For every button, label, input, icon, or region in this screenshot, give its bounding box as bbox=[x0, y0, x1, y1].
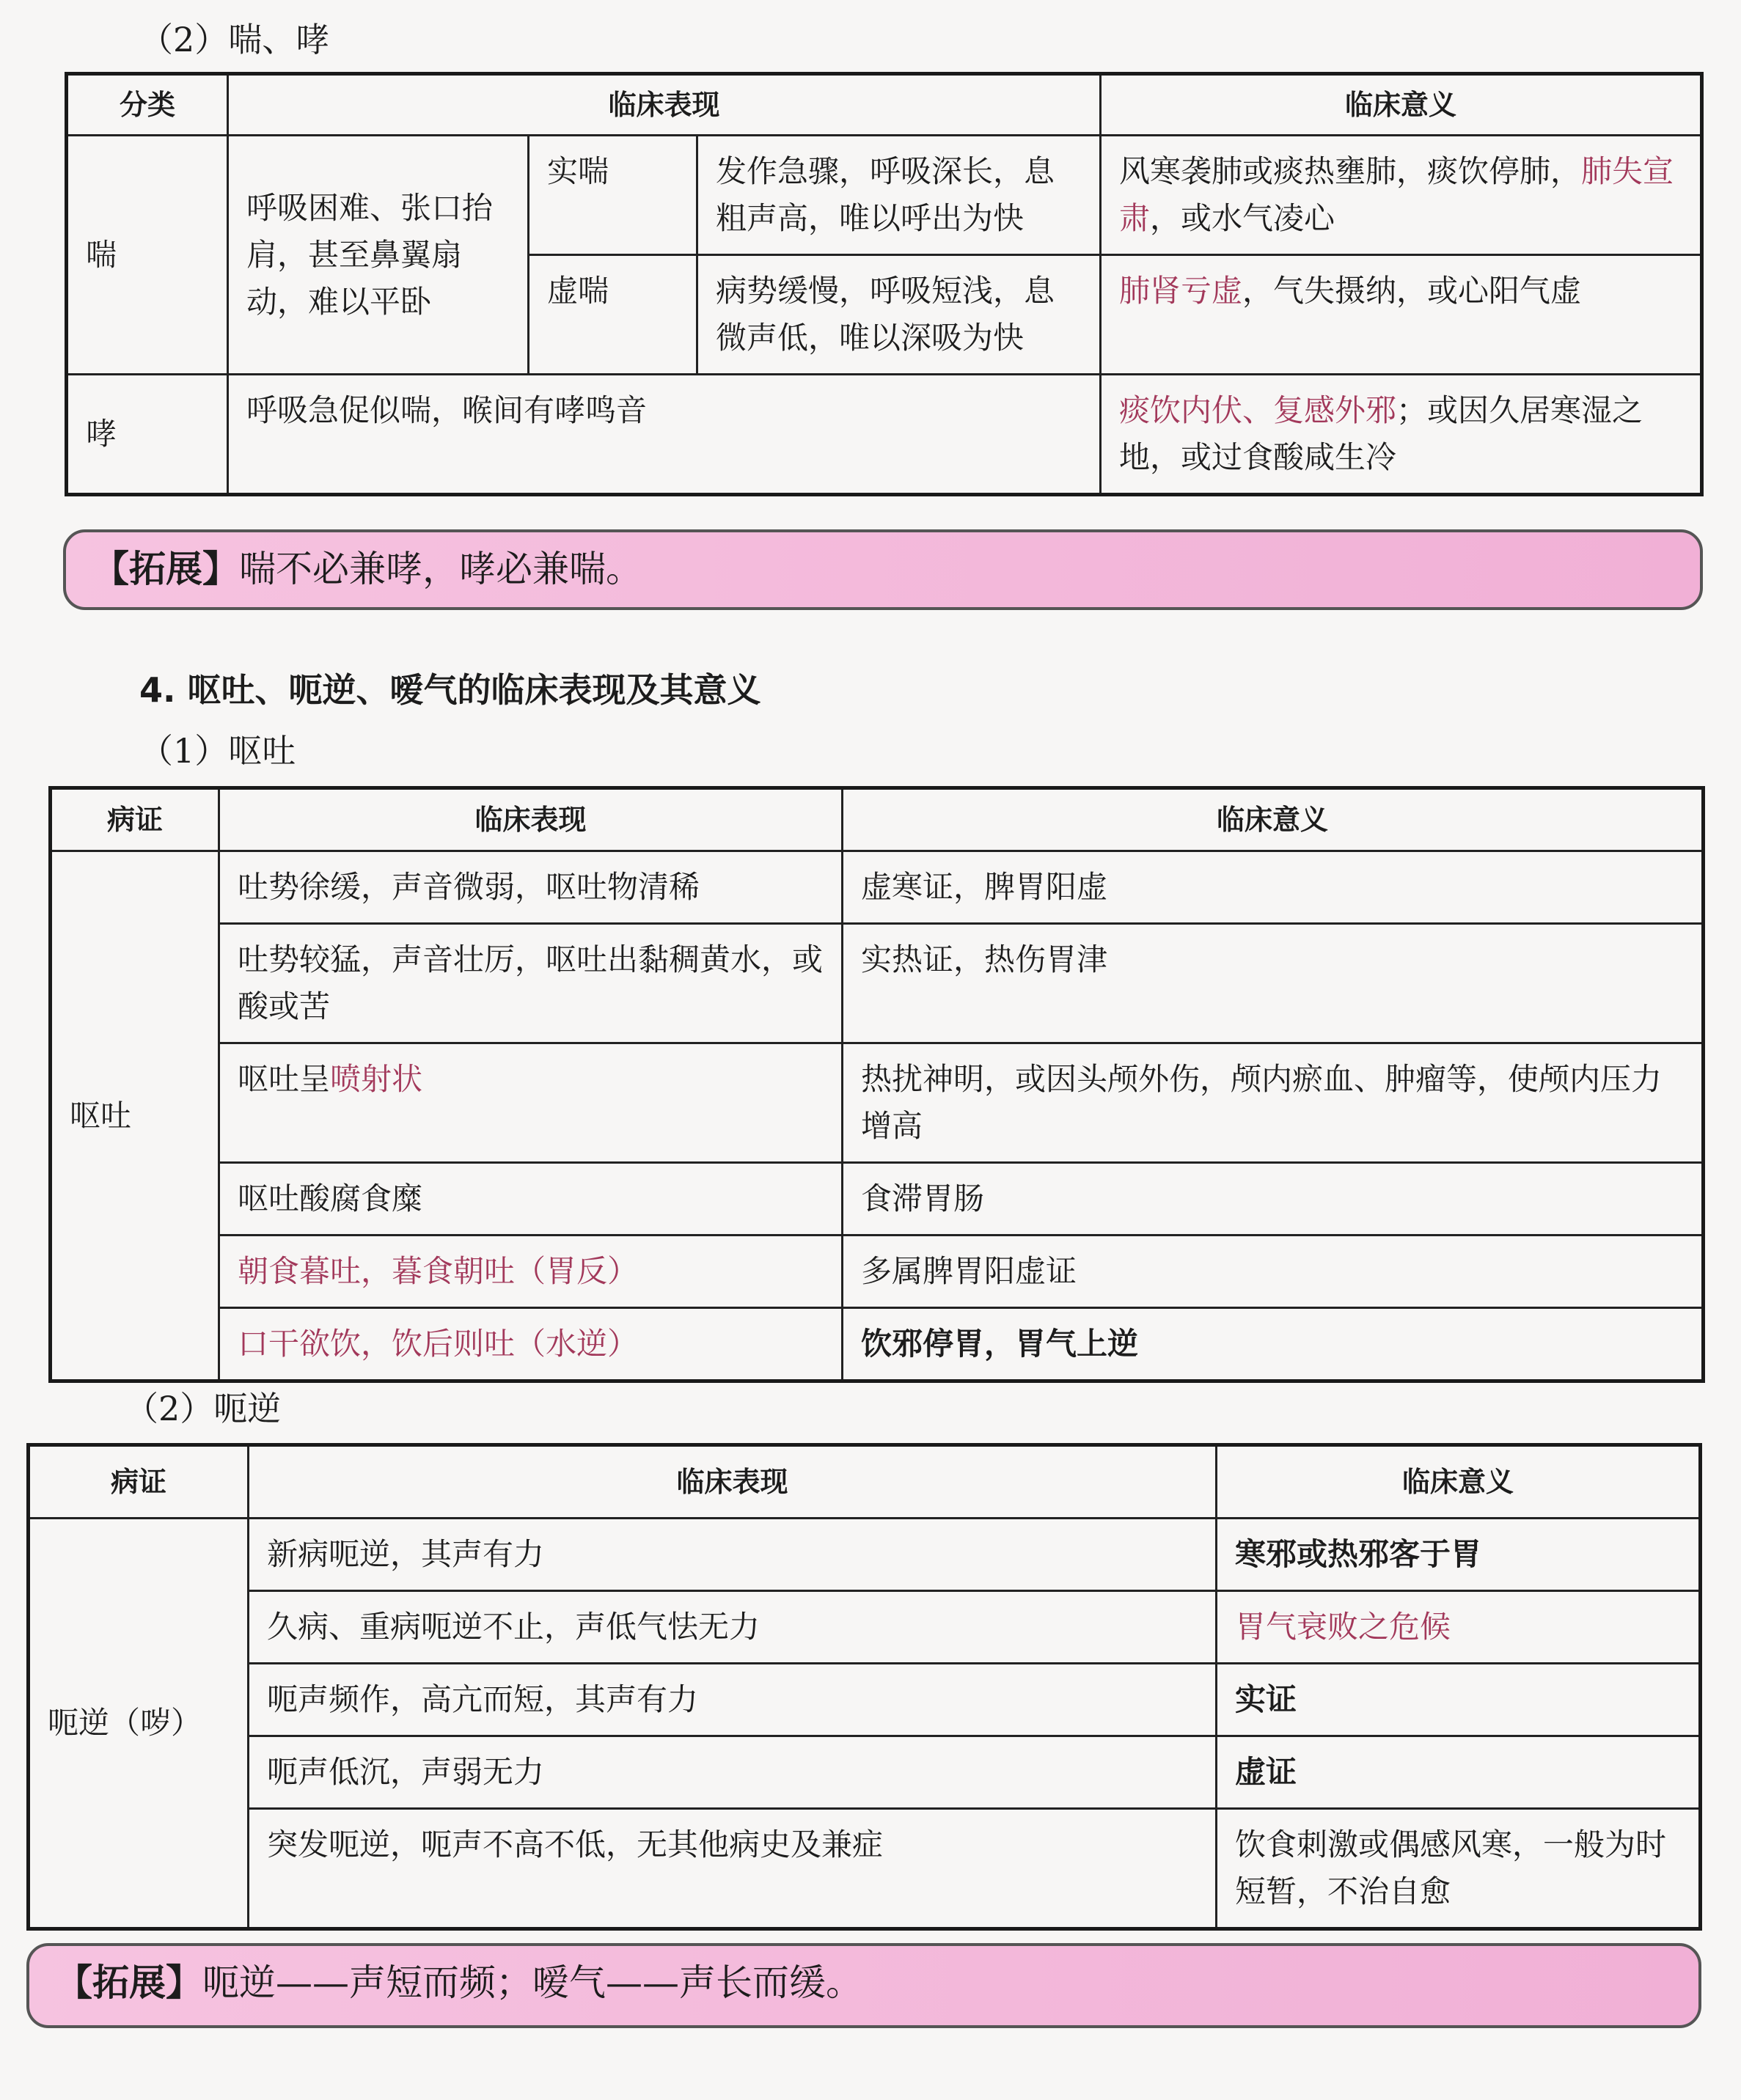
header-manifest: 临床表现 bbox=[219, 788, 843, 851]
hiccup-manifest-1: 新病呃逆，其声有力 bbox=[249, 1519, 1217, 1591]
xiao-manifest: 呼吸急促似喘，喉间有哮鸣音 bbox=[228, 375, 1101, 495]
section-title-vomit: 4. 呕吐、呃逆、嗳气的临床表现及其意义 bbox=[139, 670, 761, 710]
row-label-chuan: 喘 bbox=[67, 136, 228, 375]
row-label-xiao: 哮 bbox=[67, 375, 228, 495]
subsection-title-vomit: （1）呕吐 bbox=[139, 731, 296, 771]
header-manifest: 临床表现 bbox=[249, 1445, 1217, 1519]
xu-chuan-label: 虚喘 bbox=[529, 255, 697, 375]
vomit-manifest-4: 呕吐酸腐食糜 bbox=[219, 1163, 843, 1236]
vomit-manifest-3: 呕吐呈喷射状 bbox=[219, 1043, 843, 1163]
header-meaning: 临床意义 bbox=[1217, 1445, 1701, 1519]
header-disease: 病证 bbox=[51, 788, 219, 851]
vomit-meaning-2: 实热证，热伤胃津 bbox=[843, 924, 1704, 1043]
vomit-manifest-2: 吐势较猛，声音壮厉，呕吐出黏稠黄水，或酸或苦 bbox=[219, 924, 843, 1043]
extension-text: 喘不必兼哮，哮必兼喘。 bbox=[239, 548, 642, 590]
vomit-table bbox=[48, 786, 1705, 1383]
vomit-meaning-6: 饮邪停胃，胃气上逆 bbox=[843, 1308, 1704, 1381]
header-meaning: 临床意义 bbox=[843, 788, 1704, 851]
vomit-meaning-5: 多属脾胃阳虚证 bbox=[843, 1236, 1704, 1308]
section-title-chuan-xiao: （2）喘、哮 bbox=[139, 20, 330, 59]
vomit-meaning-3: 热扰神明，或因头颅外伤，颅内瘀血、肿瘤等，使颅内压力增高 bbox=[843, 1043, 1704, 1163]
extension-note-1 bbox=[63, 529, 1703, 610]
chuan-common-manifest: 呼吸困难、张口抬肩，甚至鼻翼扇动，难以平卧 bbox=[228, 136, 529, 375]
hiccup-manifest-4: 呃声低沉，声弱无力 bbox=[249, 1736, 1217, 1809]
vomit-meaning-4: 食滞胃肠 bbox=[843, 1163, 1704, 1236]
hiccup-manifest-5: 突发呃逆，呃声不高不低，无其他病史及兼症 bbox=[249, 1809, 1217, 1929]
hiccup-meaning-2: 胃气衰败之危候 bbox=[1217, 1591, 1701, 1664]
extension-text: 呃逆——声短而频；嗳气——声长而缓。 bbox=[202, 1961, 862, 2004]
row-label-vomit: 呕吐 bbox=[51, 851, 219, 1381]
vomit-manifest-6: 口干欲饮，饮后则吐（水逆） bbox=[219, 1308, 843, 1381]
xiao-meaning: 痰饮内伏、复感外邪；或因久居寒湿之地，或过食酸咸生冷 bbox=[1101, 375, 1702, 495]
vomit-manifest-5: 朝食暮吐，暮食朝吐（胃反） bbox=[219, 1236, 843, 1308]
chuan-xiao-table bbox=[65, 72, 1704, 496]
shi-chuan-meaning: 风寒袭肺或痰热壅肺，痰饮停肺，肺失宣肃，或水气凌心 bbox=[1101, 136, 1702, 255]
xu-chuan-meaning: 肺肾亏虚，气失摄纳，或心阳气虚 bbox=[1101, 255, 1702, 375]
header-manifest: 临床表现 bbox=[228, 74, 1101, 136]
hiccup-manifest-3: 呃声频作，高亢而短，其声有力 bbox=[249, 1664, 1217, 1736]
extension-tag: 【拓展】 bbox=[56, 1961, 202, 2004]
xu-chuan-manifest: 病势缓慢，呼吸短浅，息微声低，唯以深吸为快 bbox=[697, 255, 1101, 375]
hiccup-meaning-1: 寒邪或热邪客于胃 bbox=[1217, 1519, 1701, 1591]
extension-note-2 bbox=[26, 1943, 1701, 2028]
subsection-title-hiccup: （2）呃逆 bbox=[125, 1389, 282, 1428]
header-disease: 病证 bbox=[29, 1445, 249, 1519]
hiccup-meaning-5: 饮食刺激或偶感风寒，一般为时短暂，不治自愈 bbox=[1217, 1809, 1701, 1929]
hiccup-manifest-2: 久病、重病呃逆不止，声低气怯无力 bbox=[249, 1591, 1217, 1664]
vomit-meaning-1: 虚寒证，脾胃阳虚 bbox=[843, 851, 1704, 924]
shi-chuan-label: 实喘 bbox=[529, 136, 697, 255]
header-meaning: 临床意义 bbox=[1101, 74, 1702, 136]
hiccup-meaning-3: 实证 bbox=[1217, 1664, 1701, 1736]
hiccup-table bbox=[26, 1443, 1702, 1931]
shi-chuan-manifest: 发作急骤，呼吸深长，息粗声高，唯以呼出为快 bbox=[697, 136, 1101, 255]
row-label-hiccup: 呃逆（哕） bbox=[29, 1519, 249, 1929]
header-category: 分类 bbox=[67, 74, 228, 136]
vomit-manifest-1: 吐势徐缓，声音微弱，呕吐物清稀 bbox=[219, 851, 843, 924]
hiccup-meaning-4: 虚证 bbox=[1217, 1736, 1701, 1809]
extension-tag: 【拓展】 bbox=[92, 548, 239, 590]
